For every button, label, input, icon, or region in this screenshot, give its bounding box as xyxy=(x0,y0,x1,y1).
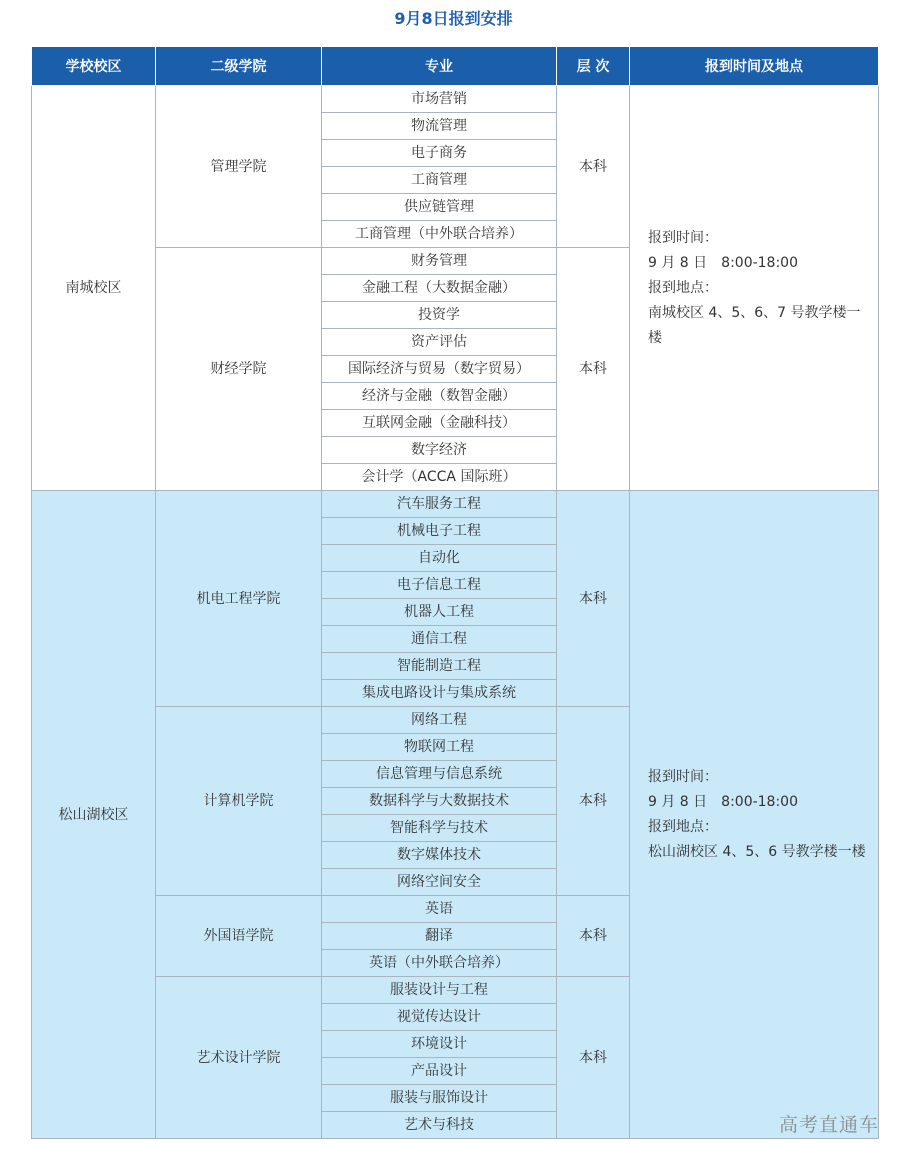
major-cell: 服装与服饰设计 xyxy=(322,1085,557,1112)
watermark: 高考直通车 xyxy=(778,1114,879,1136)
level-cell: 本科 xyxy=(557,896,630,977)
time-place-line: 松山湖校区 4、5、6 号教学楼一楼 xyxy=(648,843,866,860)
table-row xyxy=(32,491,879,518)
header-level: 层 次 xyxy=(557,47,630,86)
major-cell: 自动化 xyxy=(322,545,557,572)
time-place-line: 9 月 8 日 8:00-18:00 xyxy=(648,793,799,810)
time-place-line: 报到地点： xyxy=(648,818,718,835)
major-cell: 机器人工程 xyxy=(322,599,557,626)
table-row xyxy=(32,86,879,113)
major-cell: 互联网金融（金融科技） xyxy=(322,410,557,437)
major-cell: 网络工程 xyxy=(322,707,557,734)
level-cell: 本科 xyxy=(557,86,630,248)
college-cell: 计算机学院 xyxy=(156,707,322,896)
major-cell: 物联网工程 xyxy=(322,734,557,761)
major-cell: 金融工程（大数据金融） xyxy=(322,275,557,302)
major-cell: 财务管理 xyxy=(322,248,557,275)
level-cell: 本科 xyxy=(557,491,630,707)
major-cell: 数据科学与大数据技术 xyxy=(322,788,557,815)
major-cell: 工商管理 xyxy=(322,167,557,194)
college-cell: 艺术设计学院 xyxy=(156,977,322,1139)
level-cell: 本科 xyxy=(557,707,630,896)
major-cell: 投资学 xyxy=(322,302,557,329)
major-cell: 智能科学与技术 xyxy=(322,815,557,842)
major-cell: 集成电路设计与集成系统 xyxy=(322,680,557,707)
major-cell: 资产评估 xyxy=(322,329,557,356)
major-cell: 电子商务 xyxy=(322,140,557,167)
page-title: 9月8日报到安排 xyxy=(394,9,513,28)
major-cell: 会计学（ACCA 国际班） xyxy=(322,464,557,491)
major-cell: 视觉传达设计 xyxy=(322,1004,557,1031)
major-cell: 英语 xyxy=(322,896,557,923)
time-place-line: 报到时间： xyxy=(648,229,718,246)
time-place-line: 南城校区 4、5、6、7 号教学楼一楼 xyxy=(648,304,861,346)
major-cell: 市场营销 xyxy=(322,86,557,113)
major-cell: 国际经济与贸易（数字贸易） xyxy=(322,356,557,383)
major-cell: 经济与金融（数智金融） xyxy=(322,383,557,410)
header-college: 二级学院 xyxy=(156,47,322,86)
major-cell: 智能制造工程 xyxy=(322,653,557,680)
time-place-line: 报到地点： xyxy=(648,279,718,296)
major-cell: 服装设计与工程 xyxy=(322,977,557,1004)
time-place-line: 9 月 8 日 8:00-18:00 xyxy=(648,254,799,271)
college-cell: 财经学院 xyxy=(156,248,322,491)
major-cell: 物流管理 xyxy=(322,113,557,140)
header-time-place: 报到时间及地点 xyxy=(630,47,879,86)
college-cell: 管理学院 xyxy=(156,86,322,248)
major-cell: 通信工程 xyxy=(322,626,557,653)
major-cell: 艺术与科技 xyxy=(322,1112,557,1139)
level-cell: 本科 xyxy=(557,977,630,1139)
college-cell: 外国语学院 xyxy=(156,896,322,977)
major-cell: 机械电子工程 xyxy=(322,518,557,545)
level-cell: 本科 xyxy=(557,248,630,491)
major-cell: 供应链管理 xyxy=(322,194,557,221)
time-place-line: 报到时间： xyxy=(648,768,718,785)
table-header-row xyxy=(32,47,879,86)
major-cell: 产品设计 xyxy=(322,1058,557,1085)
major-cell: 翻译 xyxy=(322,923,557,950)
major-cell: 网络空间安全 xyxy=(322,869,557,896)
major-cell: 电子信息工程 xyxy=(322,572,557,599)
header-campus: 学校校区 xyxy=(32,47,156,86)
major-cell: 汽车服务工程 xyxy=(322,491,557,518)
schedule-table xyxy=(31,46,879,1139)
time-place-cell xyxy=(630,491,879,1139)
major-cell: 数字媒体技术 xyxy=(322,842,557,869)
major-cell: 数字经济 xyxy=(322,437,557,464)
college-cell: 机电工程学院 xyxy=(156,491,322,707)
major-cell: 英语（中外联合培养） xyxy=(322,950,557,977)
header-major: 专业 xyxy=(322,47,557,86)
campus-cell: 松山湖校区 xyxy=(32,491,156,1139)
campus-cell: 南城校区 xyxy=(32,86,156,491)
major-cell: 环境设计 xyxy=(322,1031,557,1058)
major-cell: 信息管理与信息系统 xyxy=(322,761,557,788)
table-body xyxy=(32,86,879,1139)
time-place-cell xyxy=(630,86,879,491)
major-cell: 工商管理（中外联合培养） xyxy=(322,221,557,248)
